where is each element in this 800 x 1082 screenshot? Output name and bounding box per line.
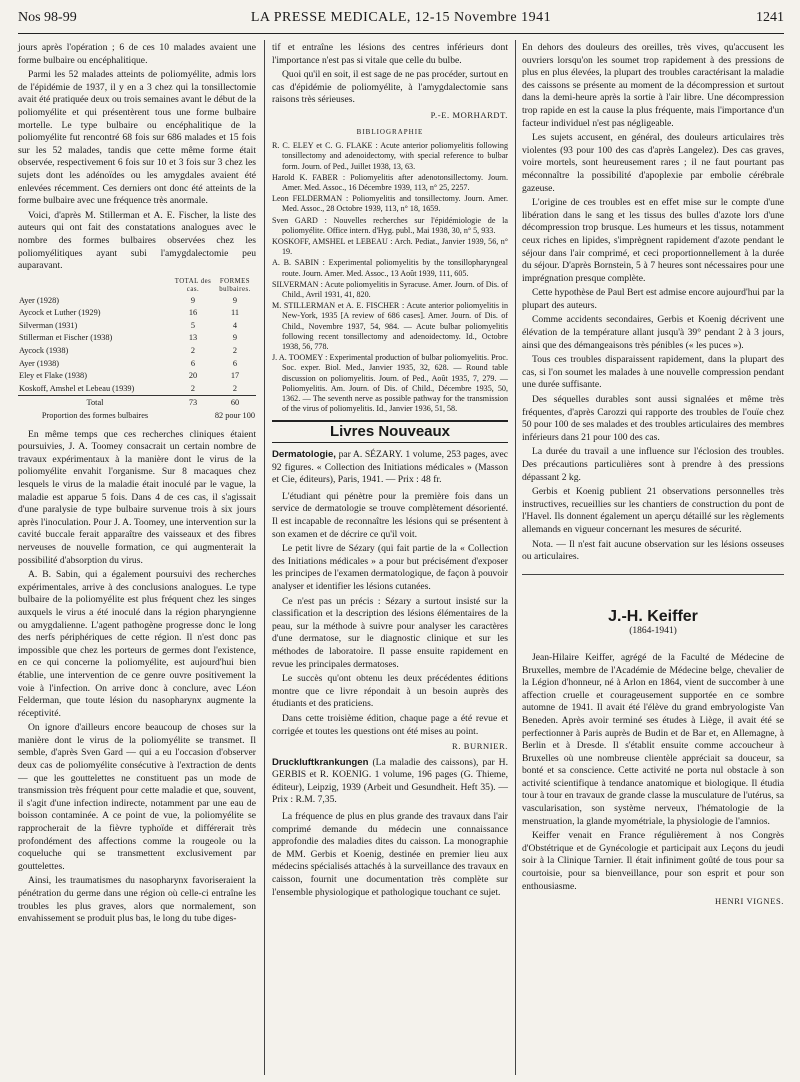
author-signature: P.-E. MORHARDT. [430,109,508,120]
paragraph: Le petit livre de Sézary (qui fait partie de la « Collection des Initiations médicales » a pour but précisément d'exposer les principes de l'examen dermatologique, de façon à pouvoir analyser et identifier les lésions cutanées. [272,543,508,592]
paragraph: Tous ces troubles disparaissent rapidement, dans la plupart des cas, si l'on soumet les malades à une nouvelle compression pendant une durée suffisante. [522,354,784,391]
section-title: Livres Nouveaux [272,420,508,443]
table-row [18,345,256,358]
bibliography-entry: A. B. SABIN : Experimental poliomyelitis by the tonsillopharyngeal route. Journ. Amer. Med. Assoc., 13 Août 1939, 111, 605. [272,258,508,278]
bibliography-entry: Leon FELDERMAN : Poliomyelitis and tonsillectomy. Journ. Amer. Med. Assoc., 28 Octobre 1939, 113, n° 18, 1659. [272,194,508,214]
paragraph: Les sujets accusent, en général, des douleurs articulaires très violentes (93 pour 100 des cas d'après Langelez). Des cas graves, voire mortels, sont heureusement rares ; il ne faut pourtant pas méconnaître la possibilité d'apoplexie par embolie cérébrale gazeuse. [522,132,784,194]
table-cell-author: Ayer (1938) [19,358,60,368]
paragraph: Cette hypothèse de Paul Bert est admise encore aujourd'hui par la plupart des auteurs. [522,287,784,311]
table-cell-total: 5 [190,320,196,330]
paragraph: Le succès qu'ont obtenu les deux précédentes éditions montre que ce livre répondait à un besoin auprès des étudiants et des praticiens. [272,673,508,710]
running-header [18,10,784,30]
book-reference [272,449,508,487]
table-header-formes: FORMES bulbaires. [219,277,251,293]
section-rule [522,574,784,575]
table-cell-formes: 9 [232,295,238,305]
table-cell-author: Silverman (1931) [19,320,78,330]
page-number: 1241 [756,10,784,25]
table-cell-formes: 2 [232,383,238,393]
table-cell-author: Eley et Flake (1938) [19,371,87,381]
table-row [18,370,256,383]
table-cell-formes: 6 [232,358,238,368]
table-cell-total: 20 [188,371,198,381]
table-cell-formes: 9 [232,333,238,343]
table-proportion-row [18,410,256,423]
bibliography-entry: Sven GARD : Nouvelles recherches sur l'épidémiologie de la poliomyélite. Office intern. d'Hyg. publ., Mai 1938, 30, n° 5, 933. [272,215,508,235]
journal-title: LA PRESSE MEDICALE, 12-15 Novembre 1941 [250,10,552,25]
book-details: (La maladie des caissons), par H. GERBIS et R. KOENIG. 1 volume, 196 pages (G. Thieme, éditeur), Leipzig, 1939 (Arbeit und Gesundheit. Heft 35). — Prix : R.M. 7,35. [272,756,508,806]
table-row [18,307,256,320]
paragraph: Comme accidents secondaires, Gerbis et Koenig décrivent une élévation de la température allant jusqu'à 39° pendant 2 à 3 jours, ainsi que des démangeaisons très pénibles (« les puces »). [522,314,784,351]
paragraph: On ignore d'ailleurs encore beaucoup de choses sur la manière dont le virus de la poliomyélite se transmet. Il semble, d'après Sven Gard — qui a eu l'occasion d'observer deux cas de poliomyélite consécutive à l'extraction de dents — que les gouttelettes ne constituent pas un mode de transmission très fréquent pour cette maladie et que, souvent, il s'agit d'une infection indirecte, notamment par une eau de boisson contaminée. A ce point de vue, la poliomyélite se rapprocherait de la fièvre typhoïde et différerait très profondément des affections comme la rougeole ou la coqueluche qui se transmettent exclusivement par gouttelettes. [18,722,256,872]
table-proportion-value: 82 pour 100 [214,411,255,421]
paragraph: En même temps que ces recherches cliniques étaient poursuivies, J. A. Toomey consacrait un certain nombre de travaux expérimentaux à la manière dont le virus de la poliomyélite envahit l'organisme. Sur 8 macaques chez lesquels le virus de la maladie était inoculé par le vague, la maladie est apparue 5 fois. Dans 4 de ces cas, il s'agissait d'une paralysie de type bulbaire survenue trois à six jours après l'inoculation. Pour J. A. Toomey, une intervention sur la cavité buccale ferait apparaître des vaisseaux et des fibres nerveuses de nouvelle formation, ce qui augmenterait la possibilité d'absorption du virus. [18,428,256,566]
book-reference [272,757,508,807]
paragraph: jours après l'opération ; 6 de ces 10 malades avaient une forme bulbaire ou encéphalitique. [18,42,256,66]
table-cell-author: Aycock et Luther (1929) [19,308,101,318]
issue-number: Nos 98-99 [18,10,77,25]
paragraph: L'étudiant qui pénètre pour la première fois dans un service de dermatologie se trouve complètement désorienté. Il est incapable de reconnaître les lésions qui se présentent à son examen et de décrire ce qu'il voit. [272,490,508,540]
column-3 [522,42,784,912]
paragraph: Nota. — Il n'est fait aucune observation sur les lésions osseuses ou articulaires. [522,538,784,563]
table-cell-author: Ayer (1928) [19,295,60,305]
book-title: Druckluftkrankungen [272,756,369,768]
paragraph: En dehors des douleurs des oreilles, très vives, qu'accusent les ouvriers lorsqu'on les soumet trop rapidement à des pressions de plus en plus élevées, la plupart des troubles caractérisant la maladie des caissons se présente au moment de la décompression et surtout dans la demi-heure après la sortie à l'air libre. Une décompression trop rapide en est la cause la plus fréquente, mais l'importance d'un facteur individuel n'est pas négligeable. [522,42,784,129]
table-total-formes: 60 [214,396,256,410]
table-cell-total: 2 [190,346,196,356]
book-details: par A. SÉZARY. 1 volume, 253 pages, avec 92 figures. « Collection des Initiations médicales » (Masson et Cie, éditeurs), Paris, 1941. — Prix : 48 fr. [272,449,508,486]
table-row [18,320,256,333]
table-header-author [18,277,172,295]
paragraph: Keiffer venait en France régulièrement à nos Congrès d'Obstétrique et de Gynécologie et participait aux Leçons du jeudi soir à la Clinique Tarnier. Il était infiniment goûté de tous pour sa courtoisie, pour sa bienveillance, pour son esprit et pour son enthousiasme. [522,830,784,892]
table-header-total: TOTAL des cas. [174,277,212,293]
bibliography-entry: Harold K. FABER : Poliomyelitis after adenotonsillectomy. Journ. Amer. Med. Assoc., 16 Décembre 1939, 113, n° 25, 2257. [272,172,508,192]
paragraph: Ce n'est pas un précis : Sézary a surtout insisté sur la classification et la description des lésions élémentaires de la peau, sur la méthode à suivre pour analyser les caractères d'une dermatose, sur le diagnostic clinique et sur les méthodes de laboratoire. Il passe ensuite rapidement en revue les principales dermatoses. [272,595,508,670]
paragraph: A. B. Sabin, qui a également poursuivi des recherches expérimentales, arrive à des conclusions analogues. Le type bulbaire de la poliomyélite est plus fréquent chez les singes auxquels le virus a été inoculé dans la région pharyngienne ou amygdalienne. L'agent pathogène progresse donc le long des nerfs périphériques de cette région. Il n'est donc pas impossible que chez les porteurs de germes dont l'existence, en ce qui concerne la poliomyélite, est aujourd'hui bien établie, une intervention de ce genre ouvre positivement la voie à l'infection. On arrive donc à conclure, avec Léon Felderman, que toute lésion du nasopharynx augmente la réceptivité. [18,569,256,719]
table-total-cases: 73 [172,396,214,410]
author-signature: R. BURNIER. [452,741,508,752]
table-cell-formes: 2 [232,346,238,356]
paragraph: Voici, d'après M. Stillerman et A. E. Fischer, la liste des auteurs qui ont fait des constatations analogues avec le nombre des formes bulbaires observées chez les poliomyélitiques ayant subi l'amygdalectomie peu auparavant. [18,209,256,272]
table-cell-total: 9 [190,295,196,305]
table-cell-author: Koskoff, Amshel et Lebeau (1939) [19,383,135,393]
table-proportion-label: Proportion des formes bulbaires [41,411,149,421]
column-2 [272,42,508,901]
table-cell-total: 6 [190,358,196,368]
obituary-dates: (1864-1941) [629,626,677,637]
paragraph: Parmi les 52 malades atteints de poliomyélite, admis lors de l'épidémie de 1937, il y en a 3 chez qui la tonsillectomie avait été pratiquée deux ou trois semaines avant le début de la poliomyélite et qui présentèrent tous une forme bulbaire mortelle. Le type bulbaire ou encéphalitique de la poliomyélite fut rencontré 68 fois sur 686 malades et 15 fois sur les 52 malades, tandis que cette même forme était observée, respectivement 6 fois sur 10 et 3 fois sur 3 chez les sujets dont les adénoïdes ou les amygdales avaient été enlevées récemment. Ces derniers ont donc été atteints de la forme bulbaire avec une fréquence très anormale. [18,69,256,207]
table-cell-total: 13 [188,333,198,343]
table-cell-formes: 17 [230,371,240,381]
author-signature: HENRI VIGNES. [714,896,784,907]
table-cell-total: 2 [190,383,196,393]
paragraph: Des séquelles durables sont aussi signalées et même très fréquentes, d'après Carozzi qui rapporte des troubles de l'ouïe chez 50 pour 100 de ses malades et des troubles articulaires des membres inférieurs dans 21 pour 100 des cas. [522,394,784,443]
paragraph: Dans cette troisième édition, chaque page a été revue et corrigée et toutes les questions ont été mises au point. [272,712,508,737]
paragraph: La durée du travail a une influence sur l'éclosion des troubles. Des précautions particulières sont à prendre à des pressions dépassant 2 kg. [522,446,784,483]
table-header-row [18,277,256,295]
bibliography-entry: J. A. TOOMEY : Experimental production of bulbar poliomyelitis. Proc. Soc. exper. Biol. Med., Janvier 1935, 32, 628. — Round table discussion on poliomyelitis. Journ. of Ped., Août 1935, 7, 279. — Poliomyelitis. Am. Journ. of Dis. of Child., Décembre 1935, 50, 1362. — The seventh nerve as possible pathway for the transmission of the virus of poliomyelitis. Id., Janvier 1936, 51, 58. [272,353,508,414]
paragraph: tif et entraîne les lésions des centres inférieurs dont l'importance n'est pas si vitale que celle du bulbe. [272,42,508,66]
table-row [18,295,256,308]
column-1 [18,42,256,928]
bibliography-heading: BIBLIOGRAPHIE [356,127,424,136]
paragraph: Quoi qu'il en soit, il est sage de ne pas procéder, surtout en cas d'épidémie de poliomyélite, à l'amygdalectomie sans raisons très sérieuses. [272,69,508,106]
bibliography-entry: SILVERMAN : Acute poliomyelitis in Syracuse. Amer. Journ. of Dis. of Child., Avril 1931, 41, 820. [272,279,508,299]
bibliography-entry: R. C. ELEY et C. G. FLAKE : Acute anterior poliomyelitis following tonsillectomy and adenoidectomy, with special reference to bulbar form. Journ. of Ped., Juillet 1938, 13, 63. [272,141,508,171]
table-row [18,332,256,345]
table-cell-formes: 11 [231,308,239,318]
table-cell-author: Aycock (1938) [19,346,69,356]
bibliography-entry: KOSKOFF, AMSHEL et LEBEAU : Arch. Pediat., Janvier 1939, 56, n° 19. [272,236,508,257]
table-row [18,383,256,396]
table-total-row [18,396,256,410]
paragraph: Jean-Hilaire Keiffer, agrégé de la Faculté de Médecine de Bruxelles, membre de l'Académie de Médecine belge, chevalier de la Légion d'honneur, né à Arlon en 1864, vient de succomber à une affection cruelle et courageusement supportée en ce sombre automne de 1941. Il avait été l'élève du grand embryologiste Van Beneden. Après avoir terminé ses études à Liège, il avait été se perfectionner à Paris auprès de Budin et de Bar et, en Allemagne, à Berlin et à Dresde. Il s'établit ensuite comme accoucheur à Bruxelles où une nombreuse clientèle appréciait sa douceur, sa bonté et sa conscience. Cette activité ne porta nul obstacle à son activité scientifique à tendance anatomique et biologique. Il étudia tour à tour en travaux de grande classe la musculature de l'utérus, sa vascularisation, son système nerveux, l'hématologie de la menstruation, la glande myométriale, la physiologie de l'amnios. [522,651,784,827]
paragraph: Gerbis et Koenig publient 21 observations personnelles très instructives, recueillies sur les chantiers de construction du pont de l'Havel. Ils donnent également un aperçu détaillé sur les règlements allemands en vigueur concernant les mesures de sécurité. [522,486,784,535]
bulbar-forms-table [18,277,256,423]
table-cell-total: 16 [188,308,198,318]
obituary-title: J.-H. Keiffer [608,607,698,625]
bibliography-entry: M. STILLERMAN et A. E. FISCHER : Acute anterior poliomyelitis in New-York, 1935 [A review of 686 cases]. Amer. Journ. of Dis. of Child., Novembre 1937, 54, 984. — Acute bulbar poliomyelitis following recent tonsillectomy and adenoidectomy. Id., Octobre 1938, 56, 778. [272,301,508,352]
column-divider-1 [264,40,265,1075]
paragraph: La fréquence de plus en plus grande des travaux dans l'air comprimé demande du médecin une connaissance approfondie des maladies dites du caisson. La monographie de MM. Gerbis et Koenig, destinée en premier lieu aux médecins spécialisés attachés à la surveillance des travaux en caisson, fournit une documentation très complète sur l'ensemble physiologique et pathologique touchant ce sujet. [272,811,508,898]
paragraph: L'origine de ces troubles est en effet mise sur le compte d'une libération dans le sang et les tissus des bulles d'azote lors d'une décompression trop brusque. Les humeurs et les tissus, notamment ceux riches en lipides, s'imprègnent rapidement d'azote pendant le séjour dans l'air comprimé, et ceci proportionnellement à la durée du séjour. D'après Bornstein, 5 à 7 heures sont nécessaires pour une imprégnation presque complète. [522,197,784,284]
table-cell-author: Stillerman et Fischer (1938) [19,333,113,343]
paragraph: Ainsi, les traumatismes du nasopharynx favoriseraient la pénétration du germe dans une région où celle-ci entraîne les troubles les plus graves, alors que normalement, son envahissement se produit plus bas, le long du tube diges- [18,875,256,925]
header-rule [18,33,784,34]
column-divider-2 [515,40,516,1075]
book-title: Dermatologie, [272,449,336,461]
table-cell-formes: 4 [232,320,238,330]
table-total-label: Total [18,396,172,410]
table-row [18,358,256,371]
